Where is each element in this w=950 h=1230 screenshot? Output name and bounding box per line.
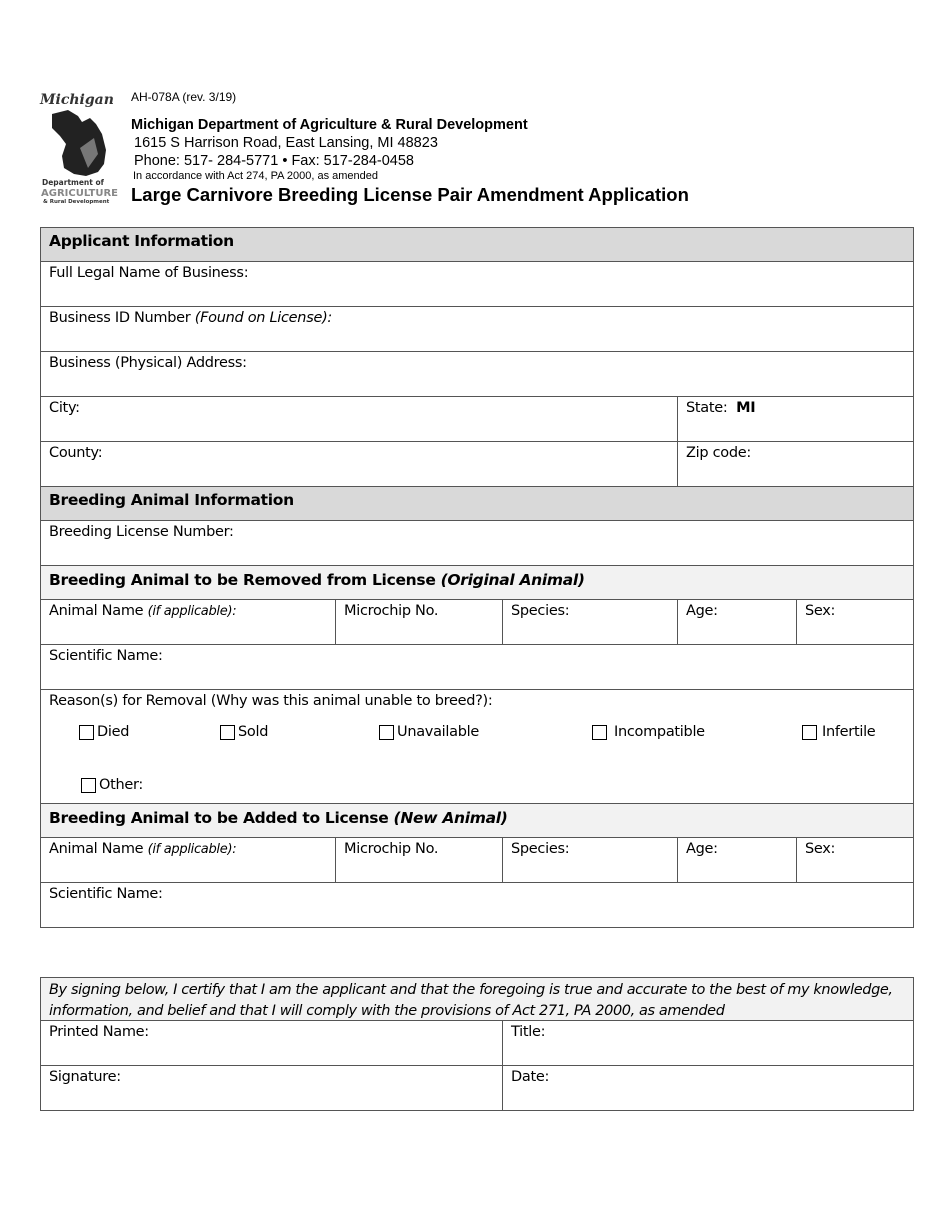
species-field[interactable]: Species: (502, 600, 677, 644)
state-label: State: (686, 400, 737, 416)
sex-field[interactable]: Sex: (796, 600, 913, 644)
subsection-title: Breeding Animal to be Added to License (New Animal) (41, 804, 913, 837)
logo-dept-text: Department of (42, 178, 104, 187)
reason-label: Reason(s) for Removal (Why was this animal unable to breed?): (49, 693, 493, 709)
sex-field[interactable]: Sex: (796, 838, 913, 882)
agency-name: Michigan Department of Agriculture & Rural Development (131, 117, 528, 133)
business-id-row (41, 306, 913, 351)
agency-address: 1615 S Harrison Road, East Lansing, MI 48823 (134, 135, 438, 151)
city-state-row (41, 396, 913, 441)
business-name-row (41, 261, 913, 306)
certification-statement-row (41, 977, 913, 1020)
breeding-section-header (41, 486, 913, 520)
date-field[interactable]: Date: (502, 1066, 913, 1110)
animal-name-field[interactable]: Animal Name (if applicable): (49, 603, 237, 619)
county-field[interactable] (41, 442, 677, 486)
age-field[interactable]: Age: (677, 838, 796, 882)
reason-incompatible-checkbox[interactable]: Incompatible (592, 724, 705, 740)
business-id-label: Business ID Number (49, 310, 195, 326)
mdard-logo (38, 88, 122, 206)
city-field[interactable] (41, 397, 677, 441)
scientific-name-field[interactable]: Scientific Name: (49, 648, 163, 664)
section-title: Applicant Information (41, 228, 913, 261)
reason-unavailable-checkbox[interactable]: Unavailable (379, 724, 479, 740)
agency-phone-fax: Phone: 517- 284-5771 • Fax: 517-284-0458 (134, 153, 414, 169)
business-id-note: (Found on License): (194, 310, 333, 326)
subsection-title: Breeding Animal to be Removed from License (Original Animal) (41, 566, 913, 599)
certification-form (40, 977, 914, 1111)
certification-statement: By signing below, I certify that I am the applicant and that the foregoing is true and accurate to the best of my knowledge, information, and belief and that I will comply with the provisions of Act 271, PA 2000, as amended (41, 978, 913, 1020)
logo-michigan-text: Michigan (40, 92, 114, 108)
county-zip-row (41, 441, 913, 486)
state-field[interactable] (677, 397, 913, 441)
reason-died-checkbox[interactable]: Died (79, 724, 129, 740)
applicant-section-header (41, 227, 913, 261)
name-title-row (41, 1020, 913, 1065)
reason-infertile-checkbox[interactable]: Infertile (802, 724, 875, 740)
city-label: City: (49, 400, 80, 416)
county-label: County: (49, 445, 103, 461)
age-field[interactable]: Age: (677, 600, 796, 644)
logo-agri-text: AGRICULTURE (41, 188, 119, 199)
signature-date-row (41, 1065, 913, 1110)
state-value: MI (736, 400, 756, 416)
act-note: In accordance with Act 274, PA 2000, as amended (133, 170, 379, 182)
removal-reasons-row (41, 689, 913, 803)
zip-label: Zip code: (686, 445, 751, 461)
added-scientific-row (41, 882, 913, 927)
form-title: Large Carnivore Breeding License Pair Amendment Application (131, 184, 689, 205)
address-row (41, 351, 913, 396)
logo-rural-text: & Rural Development (43, 199, 110, 205)
zip-field[interactable] (677, 442, 913, 486)
species-field[interactable]: Species: (502, 838, 677, 882)
removed-scientific-row (41, 644, 913, 689)
main-form (40, 227, 914, 928)
address-field[interactable] (41, 352, 913, 396)
license-number-row (41, 520, 913, 565)
signature-field[interactable]: Signature: (49, 1069, 121, 1085)
reason-sold-checkbox[interactable]: Sold (220, 724, 268, 740)
address-label: Business (Physical) Address: (49, 355, 247, 371)
business-name-field[interactable] (41, 262, 913, 306)
added-animal-header (41, 803, 913, 837)
business-id-field[interactable] (41, 307, 913, 351)
license-number-field[interactable] (41, 521, 913, 565)
removed-animal-header (41, 565, 913, 599)
title-field[interactable]: Title: (502, 1021, 913, 1065)
license-number-label: Breeding License Number: (49, 524, 234, 540)
printed-name-field[interactable]: Printed Name: (49, 1024, 149, 1040)
animal-name-field[interactable]: Animal Name (if applicable): (49, 841, 237, 857)
microchip-field[interactable]: Microchip No. (335, 838, 502, 882)
added-animal-row (41, 837, 913, 882)
removed-animal-row (41, 599, 913, 644)
section-title: Breeding Animal Information (41, 487, 913, 520)
microchip-field[interactable]: Microchip No. (335, 600, 502, 644)
business-name-label: Full Legal Name of Business: (49, 265, 249, 281)
reason-other-checkbox[interactable]: Other: (81, 777, 143, 793)
scientific-name-field[interactable]: Scientific Name: (49, 886, 163, 902)
form-number: AH-078A (rev. 3/19) (131, 90, 237, 104)
